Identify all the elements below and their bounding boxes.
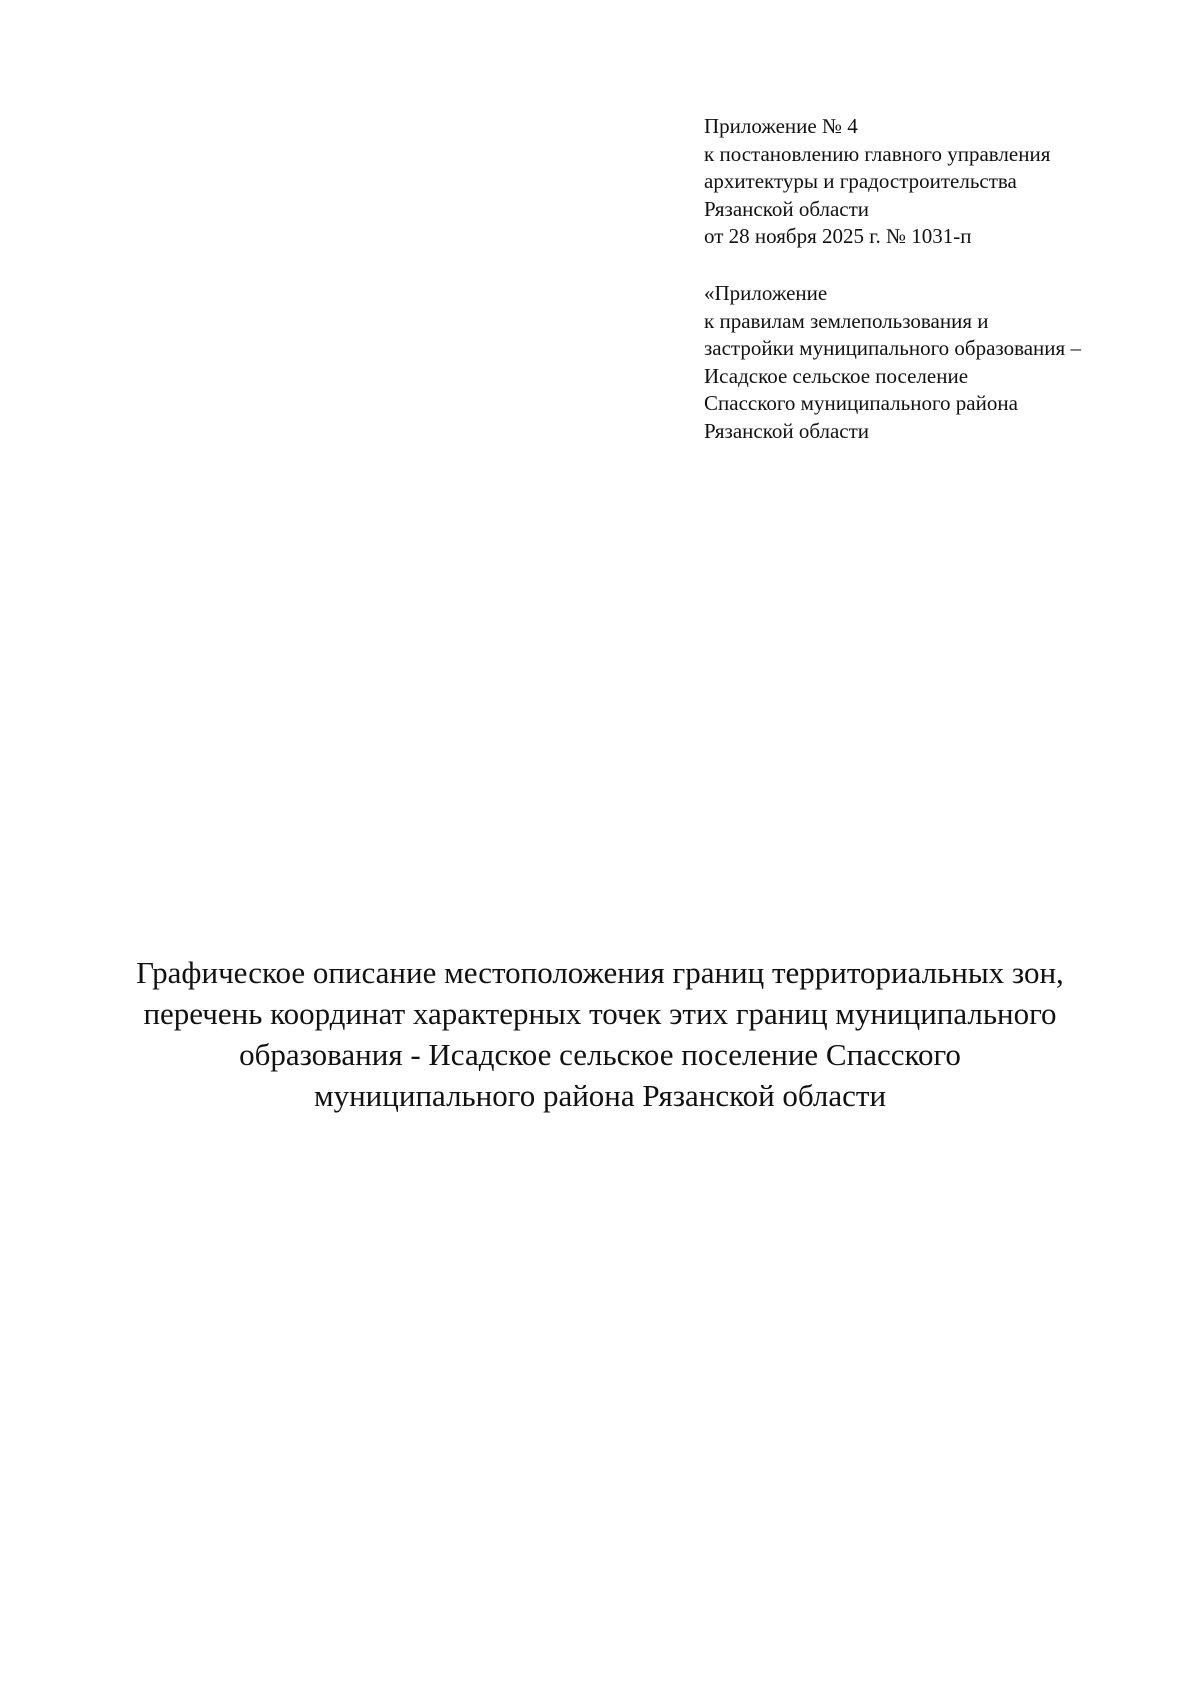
title-line: муниципального района Рязанской области <box>313 1078 887 1113</box>
appendix-line: Исадское сельское поселение <box>704 363 969 388</box>
appendix-reference-block <box>704 280 1164 445</box>
approval-line: архитектуры и градостроительства <box>704 169 1017 193</box>
approval-date-number: от 28 ноября 2025 г. № 1031-п <box>704 224 972 248</box>
title-line: образования - Исадское сельское поселение Спасского <box>239 1037 961 1072</box>
approval-line: Рязанской области <box>704 196 870 221</box>
appendix-line: «Приложение <box>704 281 828 305</box>
title-line: Графическое описание местоположения границ территориальных зон, <box>136 955 1064 990</box>
appendix-line: к правилам землепользования и <box>704 308 989 333</box>
approval-reference-block <box>704 113 1164 251</box>
approval-line: к постановлению главного управления <box>704 141 1051 166</box>
appendix-line: застройки муниципального образования – <box>704 336 1081 360</box>
approval-line: Приложение № 4 <box>704 114 858 138</box>
document-title <box>100 952 1100 1116</box>
title-line: перечень координат характерных точек этих границ муниципального <box>143 996 1057 1031</box>
appendix-line: Рязанской области <box>704 418 870 443</box>
appendix-line: Спасского муниципального района <box>704 391 1018 415</box>
